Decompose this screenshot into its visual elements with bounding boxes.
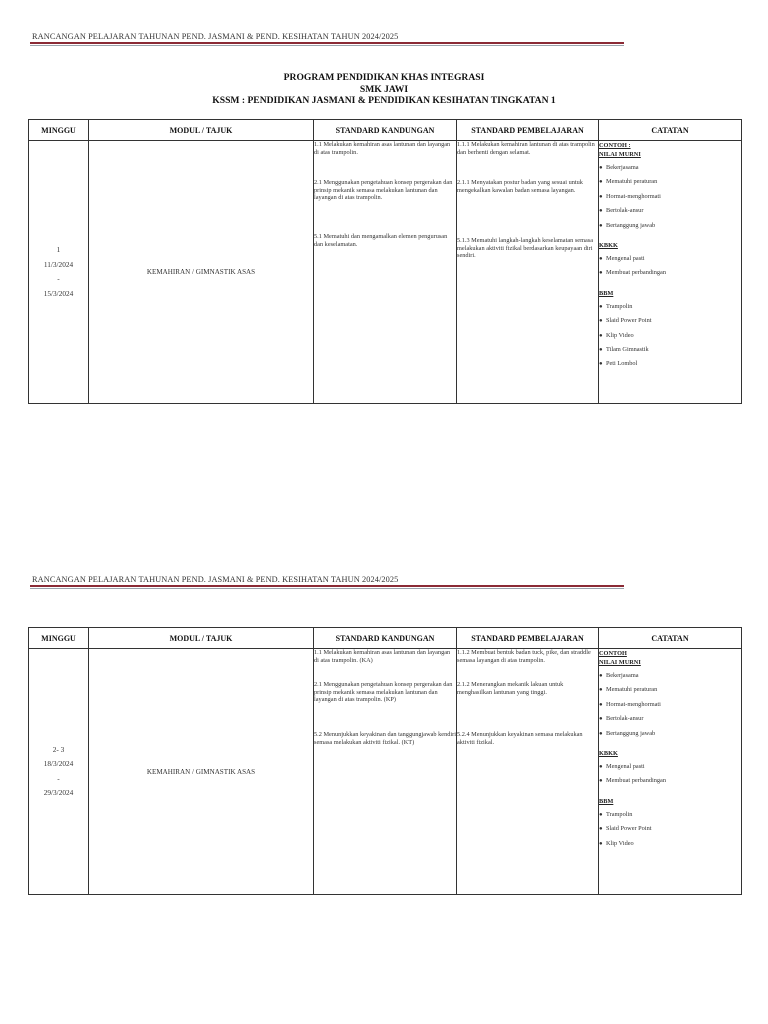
week-cell — [29, 649, 89, 895]
column-header-catatan: CATATAN — [599, 628, 742, 649]
nilai-murni-list — [599, 161, 741, 233]
list-item: ● Bertanggung jawab — [599, 727, 741, 741]
modul-cell: KEMAHIRAN / GIMNASTIK ASAS — [89, 649, 314, 895]
running-header: RANCANGAN PELAJARAN TAHUNAN PEND. JASMANI & PEND. KESIHATAN TAHUN 2024/2025 — [32, 32, 399, 41]
contoh-heading: CONTOH : — [599, 142, 631, 149]
kbkk-heading: KBKK — [599, 242, 618, 250]
list-item: ● Trampolin — [599, 808, 741, 822]
list-item: ● Hormat-menghormati — [599, 698, 741, 712]
bullet-icon: ● — [599, 208, 603, 215]
list-item: ● Peti Lombol — [599, 357, 741, 371]
sk-item: 2.1 Menggunakan pengetahuan konsep pergerakan dan prinsip mekanik semasa melakukan lantunan dan layangan di atas trampolin. (KP) — [314, 681, 453, 704]
kbkk-heading: KBKK — [599, 750, 618, 758]
bullet-icon: ● — [599, 778, 603, 785]
week-start-date: 18/3/2024 — [43, 759, 74, 768]
table-header-row — [29, 120, 742, 141]
week-dash: - — [57, 773, 60, 783]
sp-item: 2.1.1 Menyatakan postur badan yang sesuai untuk mengekalkan kawalan badan semasa layangan. — [457, 179, 583, 194]
title-subject: KSSM : PENDIDIKAN JASMANI & PENDIDIKAN KESIHATAN TINGKATAN 1 — [212, 95, 556, 106]
week-start-date: 11/3/2024 — [43, 259, 74, 269]
list-item: ● Bertolak-ansur — [599, 204, 741, 218]
table-row — [29, 141, 742, 404]
nilai-murni-heading: NILAI MURNI — [599, 151, 641, 158]
sk-item: 2.1 Menggunakan pengetahuan konsep pergerakan dan prinsip mekanik semasa melakukan lantunan dan layangan di atas trampolin. — [314, 179, 453, 202]
bullet-icon: ● — [599, 347, 603, 354]
list-item: ● Hormat-menghormati — [599, 190, 741, 204]
header-rule — [30, 585, 624, 587]
list-item: ● Membuat perbandingan — [599, 774, 741, 788]
week-dash: - — [57, 274, 60, 283]
document-title — [0, 72, 768, 107]
bbm-heading: BBM — [599, 289, 614, 297]
table-row — [29, 649, 742, 895]
column-header-standard-kandungan: STANDARD KANDUNGAN — [314, 120, 457, 141]
header-rule-shadow — [30, 588, 624, 589]
modul-cell: KEMAHIRAN / GIMNASTIK ASAS — [89, 141, 314, 404]
standard-kandungan-cell — [314, 649, 457, 895]
lesson-plan-table — [28, 119, 742, 404]
sp-item: 1.1.2 Membuat bentuk badan tuck, pike, dan straddle semasa layangan di atas trampolin. — [457, 649, 591, 664]
bullet-icon: ● — [599, 701, 603, 708]
list-item: ● Tilam Gimnastik — [599, 343, 741, 357]
bullet-icon: ● — [599, 303, 603, 310]
bbm-list — [599, 808, 741, 851]
kbkk-list — [599, 252, 741, 281]
bullet-icon: ● — [599, 687, 603, 694]
column-header-modul: MODUL / TAJUK — [89, 120, 314, 141]
sk-item: 1.1 Melakukan kemahiran asas lantunan dan layangan di atas trampolin. — [314, 141, 451, 156]
sp-item: 5.2.4 Menunjukkan keyakinan semasa melakukan aktiviti fizikal. — [457, 731, 583, 746]
bullet-icon: ● — [599, 165, 603, 171]
running-header: RANCANGAN PELAJARAN TAHUNAN PEND. JASMANI & PEND. KESIHATAN TAHUN 2024/2025 — [32, 575, 399, 584]
list-item: ● Slaid Power Point — [599, 314, 741, 328]
nilai-murni-list — [599, 669, 741, 741]
list-item: ● Mematuhi peraturan — [599, 175, 741, 189]
list-item: ● Bertolak-ansur — [599, 712, 741, 726]
list-item: ● Klip Video — [599, 329, 741, 343]
catatan-cell — [599, 649, 742, 895]
column-header-standard-kandungan: STANDARD KANDUNGAN — [314, 628, 457, 649]
week-end-date: 15/3/2024 — [43, 288, 74, 298]
list-item: ● Mengenal pasti — [599, 760, 741, 774]
sk-item: 5.2 Menunjukkan keyakinan dan tanggungjawab kendiri semasa melakukan aktiviti fizikal. (KT) — [314, 731, 456, 746]
sk-item: 5.1 Mematuhi dan mengamalkan elemen pengurusan dan keselamatan. — [314, 233, 448, 248]
list-item: ● Bekerjasama — [599, 161, 741, 175]
bullet-icon: ● — [599, 840, 603, 847]
kbkk-list — [599, 760, 741, 789]
column-header-modul: MODUL / TAJUK — [89, 628, 314, 649]
bullet-icon: ● — [599, 730, 603, 737]
list-item: ● Mematuhi peraturan — [599, 683, 741, 697]
lesson-plan-table — [28, 627, 742, 895]
sk-item: 1.1 Melakukan kemahiran asas lantunan dan layangan di atas trampolin. (KA) — [314, 649, 451, 664]
week-number: 2- 3 — [52, 744, 65, 754]
catatan-cell — [599, 141, 742, 404]
column-header-minggu: MINGGU — [29, 120, 89, 141]
column-header-catatan: CATATAN — [599, 120, 742, 141]
sp-item: 2.1.2 Menerangkan mekanik lakuan untuk menghasilkan lantunan yang tinggi. — [457, 681, 564, 696]
bullet-icon: ● — [599, 318, 603, 325]
standard-pembelajaran-cell — [457, 649, 599, 895]
bullet-icon: ● — [599, 361, 603, 368]
bullet-icon: ● — [599, 716, 603, 723]
standard-pembelajaran-cell — [457, 141, 599, 404]
bullet-icon: ● — [599, 332, 603, 339]
list-item: ● Trampolin — [599, 300, 741, 314]
table-header-row — [29, 628, 742, 649]
list-item: ● Bertanggung jawab — [599, 219, 741, 233]
contoh-heading: CONTOH — [599, 650, 627, 657]
bullet-icon: ● — [599, 826, 603, 833]
sp-item: 5.1.3 Mematuhi langkah-langkah keselamatan semasa melakukan aktiviti fizikal berdasarkan keupayaan diri sendiri. — [457, 237, 594, 260]
column-header-standard-pembelajaran: STANDARD PEMBELAJARAN — [457, 120, 599, 141]
bullet-icon: ● — [599, 270, 603, 277]
bullet-icon: ● — [599, 193, 603, 200]
title-school: SMK JAWI — [359, 83, 409, 95]
sp-item: 1.1.1 Melakukan kemahiran lantunan di atas trampolin dan berhenti dengan selamat. — [457, 141, 595, 156]
bullet-icon: ● — [599, 256, 603, 263]
list-item: ● Bekerjasama — [599, 669, 741, 683]
column-header-minggu: MINGGU — [29, 628, 89, 649]
list-item: ● Klip Video — [599, 837, 741, 851]
bullet-icon: ● — [599, 764, 603, 771]
standard-kandungan-cell — [314, 141, 457, 404]
list-item: ● Mengenal pasti — [599, 252, 741, 266]
bbm-list — [599, 300, 741, 372]
week-cell — [29, 141, 89, 404]
nilai-murni-heading: NILAI MURNI — [599, 659, 641, 666]
bullet-icon: ● — [599, 222, 603, 229]
column-header-standard-pembelajaran: STANDARD PEMBELAJARAN — [457, 628, 599, 649]
header-rule-shadow — [30, 45, 624, 46]
week-end-date: 29/3/2024 — [43, 788, 74, 797]
title-program: PROGRAM PENDIDIKAN KHAS INTEGRASI — [283, 72, 485, 83]
bullet-icon: ● — [599, 673, 603, 679]
header-rule — [30, 42, 624, 44]
bullet-icon: ● — [599, 179, 603, 186]
bullet-icon: ● — [599, 811, 603, 818]
list-item: ● Membuat perbandingan — [599, 266, 741, 280]
bbm-heading: BBM — [599, 797, 614, 805]
week-number: 1 — [56, 245, 61, 254]
list-item: ● Slaid Power Point — [599, 822, 741, 836]
